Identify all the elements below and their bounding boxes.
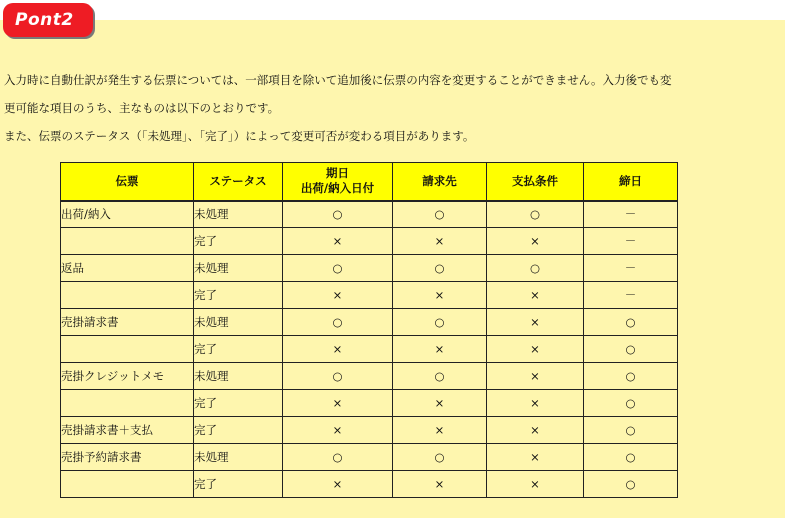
header-due-line2: 出荷/納入日付 xyxy=(300,181,375,196)
cell-due-date: ○ xyxy=(283,255,393,282)
cell-voucher: 出荷/納入 xyxy=(61,201,194,228)
cell-bill-to: × xyxy=(393,417,487,444)
cell-closing-day: ○ xyxy=(584,363,678,390)
table-row xyxy=(61,363,678,390)
cell-payment-terms: ○ xyxy=(487,201,584,228)
cell-closing-day: － xyxy=(584,282,678,309)
cell-bill-to: × xyxy=(393,390,487,417)
intro-text xyxy=(4,66,782,150)
cell-closing-day: ○ xyxy=(584,417,678,444)
cell-status: 完了 xyxy=(194,336,283,363)
header-status: ステータス xyxy=(194,163,283,201)
cell-due-date: ○ xyxy=(283,363,393,390)
table-header-row xyxy=(61,163,678,201)
cell-payment-terms: × xyxy=(487,471,584,498)
cell-status: 未処理 xyxy=(194,444,283,471)
header-due-line1: 期日 xyxy=(326,166,349,181)
cell-payment-terms: × xyxy=(487,309,584,336)
cell-voucher xyxy=(61,471,194,498)
cell-due-date: × xyxy=(283,471,393,498)
intro-line-1: 入力時に自動仕訳が発生する伝票については、一部項目を除いて追加後に伝票の内容を変更することができません。入力後でも変 xyxy=(4,73,672,87)
cell-bill-to: ○ xyxy=(393,444,487,471)
cell-bill-to: ○ xyxy=(393,255,487,282)
header-payment-terms: 支払条件 xyxy=(487,163,584,201)
header-bill-to: 請求先 xyxy=(393,163,487,201)
cell-bill-to: ○ xyxy=(393,309,487,336)
header-closing-day: 締日 xyxy=(584,163,678,201)
cell-closing-day: ○ xyxy=(584,309,678,336)
table-row xyxy=(61,390,678,417)
cell-voucher: 売掛予約請求書 xyxy=(61,444,194,471)
cell-due-date: ○ xyxy=(283,309,393,336)
cell-payment-terms: × xyxy=(487,417,584,444)
cell-due-date: ○ xyxy=(283,201,393,228)
cell-status: 完了 xyxy=(194,471,283,498)
cell-payment-terms: × xyxy=(487,228,584,255)
cell-voucher xyxy=(61,282,194,309)
cell-bill-to: × xyxy=(393,471,487,498)
cell-voucher: 売掛クレジットメモ xyxy=(61,363,194,390)
cell-closing-day: ○ xyxy=(584,336,678,363)
cell-due-date: × xyxy=(283,336,393,363)
cell-status: 完了 xyxy=(194,390,283,417)
cell-voucher xyxy=(61,228,194,255)
cell-status: 完了 xyxy=(194,228,283,255)
cell-voucher xyxy=(61,390,194,417)
cell-status: 完了 xyxy=(194,282,283,309)
cell-voucher xyxy=(61,336,194,363)
table-row xyxy=(61,471,678,498)
cell-voucher: 売掛請求書＋支払 xyxy=(61,417,194,444)
table-row xyxy=(61,228,678,255)
cell-closing-day: ○ xyxy=(584,444,678,471)
cell-closing-day: ○ xyxy=(584,390,678,417)
cell-bill-to: ○ xyxy=(393,363,487,390)
cell-voucher: 売掛請求書 xyxy=(61,309,194,336)
cell-status: 未処理 xyxy=(194,201,283,228)
cell-payment-terms: × xyxy=(487,363,584,390)
cell-bill-to: × xyxy=(393,228,487,255)
table-row xyxy=(61,201,678,228)
cell-bill-to: ○ xyxy=(393,201,487,228)
table-row xyxy=(61,309,678,336)
intro-line-3: また、伝票のステータス（「未処理」、「完了」）によって変更可否が変わる項目があります。 xyxy=(4,129,475,143)
cell-due-date: × xyxy=(283,390,393,417)
cell-payment-terms: × xyxy=(487,336,584,363)
cell-bill-to: × xyxy=(393,282,487,309)
cell-closing-day: － xyxy=(584,201,678,228)
cell-payment-terms: × xyxy=(487,444,584,471)
cell-due-date: × xyxy=(283,417,393,444)
cell-bill-to: × xyxy=(393,336,487,363)
cell-due-date: ○ xyxy=(283,444,393,471)
cell-closing-day: － xyxy=(584,255,678,282)
cell-due-date: × xyxy=(283,282,393,309)
cell-payment-terms: × xyxy=(487,390,584,417)
cell-due-date: × xyxy=(283,228,393,255)
table-row xyxy=(61,336,678,363)
table-body xyxy=(61,201,678,498)
cell-status: 未処理 xyxy=(194,255,283,282)
header-voucher: 伝票 xyxy=(61,163,194,201)
cell-closing-day: － xyxy=(584,228,678,255)
editable-items-table xyxy=(60,162,678,498)
point-badge: Pont2 xyxy=(3,3,93,37)
cell-status: 未処理 xyxy=(194,363,283,390)
cell-status: 完了 xyxy=(194,417,283,444)
cell-payment-terms: × xyxy=(487,282,584,309)
intro-line-2: 更可能な項目のうち、主なものは以下のとおりです。 xyxy=(4,101,280,115)
cell-status: 未処理 xyxy=(194,309,283,336)
cell-voucher: 返品 xyxy=(61,255,194,282)
header-due-date xyxy=(283,163,393,201)
cell-closing-day: ○ xyxy=(584,471,678,498)
table-row xyxy=(61,444,678,471)
table-row xyxy=(61,417,678,444)
table-row xyxy=(61,282,678,309)
table-row xyxy=(61,255,678,282)
cell-payment-terms: ○ xyxy=(487,255,584,282)
